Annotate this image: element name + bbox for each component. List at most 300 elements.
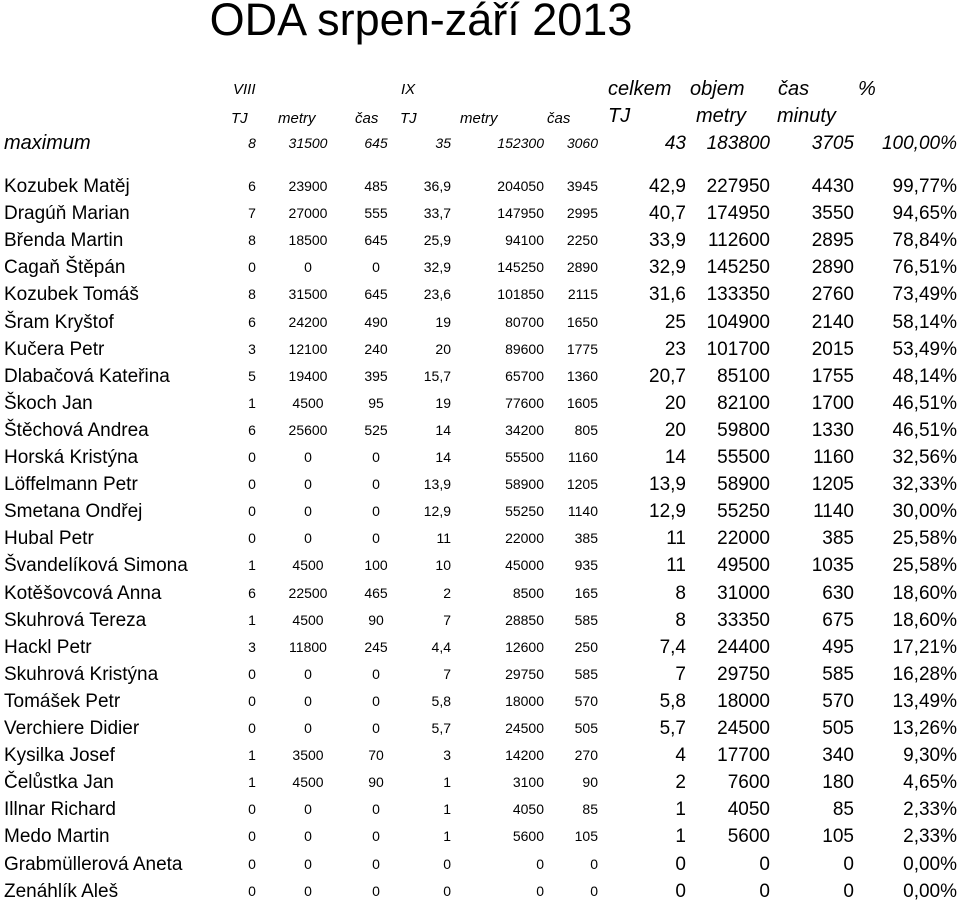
cell-percent: 78,84% [892, 230, 957, 252]
cell-tj-ix: 36,9 [423, 178, 451, 194]
cell-cas-viii: 0 [372, 503, 380, 520]
cell-tj-total: 7,4 [659, 636, 686, 658]
cell-metry-ix: 55500 [505, 449, 544, 465]
cell-percent: 100,00% [881, 133, 957, 154]
cell-cas-ix: 505 [574, 720, 598, 736]
cell-cas-viii: 490 [364, 313, 388, 330]
cell-tj-ix: 2 [443, 584, 451, 601]
cell-minuty-total: 1160 [813, 447, 854, 468]
cell-tj-viii: 7 [248, 205, 256, 222]
cell-percent: 2,33% [903, 799, 957, 821]
cell-minuty-total: 0 [843, 853, 854, 875]
cell-minuty-total: 675 [822, 609, 854, 631]
cell-metry-viii: 0 [304, 855, 312, 872]
cell-name: Štěchová Andrea [4, 419, 149, 441]
cell-metry-total: 33350 [717, 609, 770, 631]
cell-tj-viii: 6 [248, 313, 256, 330]
table-row [0, 363, 960, 390]
header-cas: čas [778, 78, 810, 100]
cell-metry-total: 24500 [717, 718, 770, 739]
cell-tj-ix: 33,7 [423, 205, 451, 222]
cell-metry-viii: 31500 [288, 286, 328, 303]
cell-minuty-total: 495 [822, 636, 854, 658]
cell-cas-ix: 1360 [566, 367, 598, 384]
cell-cas-ix: 1650 [566, 313, 598, 330]
cell-cas-ix: 805 [574, 421, 598, 438]
cell-cas-viii: 645 [364, 135, 388, 151]
table-row [0, 173, 960, 200]
cell-tj-total: 32,9 [649, 257, 686, 279]
cell-tj-total: 11 [666, 528, 686, 550]
cell-cas-ix: 1140 [567, 503, 598, 520]
cell-tj-ix: 1 [443, 774, 451, 791]
cell-tj-viii: 0 [248, 449, 256, 465]
cell-name: Smetana Ondřej [4, 501, 143, 523]
cell-minuty-total: 180 [822, 772, 854, 794]
cell-percent: 99,77% [892, 176, 957, 197]
cell-percent: 2,33% [903, 826, 957, 848]
cell-minuty-total: 2895 [811, 230, 854, 252]
cell-name: Cagaň Štěpán [4, 257, 126, 279]
cell-percent: 0,00% [903, 880, 957, 902]
cell-cas-ix: 250 [574, 638, 598, 655]
cell-metry-viii: 0 [304, 882, 312, 899]
header-percent: % [858, 78, 876, 100]
cell-minuty-total: 2760 [811, 284, 854, 306]
cell-tj-viii: 6 [248, 178, 256, 194]
header-cas-ix: čas [547, 110, 571, 127]
cell-tj-ix: 0 [443, 882, 451, 899]
cell-name: Kozubek Tomáš [4, 284, 139, 306]
cell-tj-total: 4 [675, 745, 686, 767]
header-metry-total: metry [696, 105, 746, 127]
header-tj-ix: TJ [400, 110, 417, 127]
cell-metry-viii: 4500 [292, 557, 324, 574]
cell-metry-viii: 0 [304, 476, 312, 493]
cell-metry-viii: 0 [304, 530, 312, 547]
cell-tj-total: 43 [664, 133, 686, 154]
cell-metry-total: 183800 [706, 133, 770, 154]
cell-percent: 25,58% [892, 528, 957, 550]
cell-percent: 76,51% [892, 257, 957, 279]
cell-tj-viii: 1 [248, 557, 256, 574]
cell-name: Švandelíková Simona [4, 555, 188, 577]
cell-metry-viii: 31500 [288, 135, 328, 151]
cell-tj-ix: 5,8 [431, 692, 451, 709]
cell-percent: 30,00% [892, 501, 957, 523]
cell-tj-total: 25 [664, 311, 686, 333]
cell-metry-total: 227950 [706, 176, 770, 197]
cell-cas-viii: 0 [372, 828, 380, 845]
cell-tj-viii: 0 [248, 882, 256, 899]
cell-tj-ix: 12,9 [423, 503, 451, 520]
cell-percent: 94,65% [892, 203, 957, 225]
header-metry-viii: metry [278, 110, 316, 127]
cell-metry-ix: 55250 [505, 503, 544, 520]
cell-minuty-total: 1755 [811, 365, 854, 387]
cell-percent: 32,56% [892, 447, 957, 468]
cell-tj-total: 20 [664, 419, 686, 441]
cell-metry-total: 17700 [717, 745, 770, 767]
cell-metry-viii: 0 [304, 720, 312, 736]
cell-tj-viii: 3 [248, 638, 256, 655]
cell-cas-viii: 0 [372, 801, 380, 818]
cell-cas-viii: 240 [364, 340, 388, 357]
cell-tj-total: 23 [664, 338, 686, 360]
cell-cas-viii: 555 [364, 205, 388, 222]
cell-percent: 46,51% [892, 392, 957, 414]
cell-metry-total: 29750 [717, 663, 770, 685]
cell-tj-viii: 0 [248, 503, 256, 520]
cell-cas-ix: 570 [574, 692, 598, 709]
cell-metry-viii: 0 [304, 259, 312, 276]
cell-tj-viii: 6 [248, 421, 256, 438]
table-row [0, 796, 960, 823]
cell-name: Skuhrová Kristýna [4, 663, 159, 685]
cell-minuty-total: 2140 [811, 311, 854, 333]
cell-tj-viii: 0 [248, 476, 256, 493]
cell-metry-viii: 25600 [288, 421, 328, 438]
cell-metry-total: 55250 [717, 501, 770, 523]
cell-tj-ix: 15,7 [423, 367, 451, 384]
cell-cas-viii: 485 [364, 178, 388, 194]
cell-metry-total: 59800 [717, 419, 770, 441]
cell-percent: 4,65% [903, 772, 957, 794]
cell-minuty-total: 1205 [811, 474, 854, 496]
cell-metry-ix: 204050 [497, 178, 544, 194]
cell-minuty-total: 340 [822, 745, 854, 767]
cell-tj-viii: 1 [248, 394, 256, 411]
cell-cas-ix: 105 [574, 828, 598, 845]
cell-metry-ix: 152300 [497, 135, 544, 151]
cell-metry-ix: 101850 [497, 286, 544, 303]
cell-percent: 13,26% [892, 718, 957, 739]
table-row [0, 309, 960, 336]
cell-metry-viii: 22500 [288, 584, 328, 601]
table-row [0, 769, 960, 796]
cell-percent: 18,60% [892, 582, 957, 604]
cell-tj-viii: 0 [248, 801, 256, 818]
cell-cas-ix: 2115 [567, 286, 598, 303]
cell-name: Škoch Jan [4, 392, 93, 414]
cell-cas-viii: 465 [364, 584, 388, 601]
cell-percent: 73,49% [892, 284, 957, 306]
cell-tj-total: 5,8 [659, 690, 686, 712]
cell-metry-total: 85100 [717, 365, 770, 387]
cell-tj-ix: 11 [436, 530, 451, 547]
cell-tj-ix: 23,6 [423, 286, 451, 303]
cell-tj-ix: 32,9 [423, 259, 451, 276]
cell-percent: 25,58% [892, 555, 957, 577]
cell-tj-total: 40,7 [649, 203, 686, 225]
cell-name: Šram Kryštof [4, 311, 114, 333]
table-row [0, 878, 960, 905]
cell-metry-ix: 24500 [505, 720, 544, 736]
cell-tj-total: 12,9 [649, 501, 686, 523]
cell-cas-ix: 2995 [566, 205, 598, 222]
cell-minuty-total: 3705 [811, 133, 854, 154]
cell-tj-ix: 19 [435, 394, 451, 411]
cell-metry-ix: 45000 [505, 557, 544, 574]
cell-tj-ix: 19 [435, 313, 451, 330]
cell-cas-viii: 245 [364, 638, 388, 655]
cell-tj-total: 8 [675, 582, 686, 604]
cell-metry-ix: 4050 [512, 801, 544, 818]
cell-metry-viii: 3500 [292, 747, 324, 764]
cell-cas-ix: 585 [574, 611, 598, 628]
cell-percent: 48,14% [892, 365, 957, 387]
table-row [0, 200, 960, 227]
cell-name: Verchiere Didier [4, 718, 140, 739]
table-row [0, 390, 960, 417]
cell-cas-viii: 0 [372, 882, 380, 899]
cell-minuty-total: 0 [843, 880, 854, 902]
cell-metry-ix: 147950 [497, 205, 544, 222]
cell-name: Löffelmann Petr [4, 474, 138, 496]
cell-metry-viii: 24200 [288, 313, 328, 330]
table-row [0, 254, 960, 281]
cell-metry-viii: 4500 [292, 774, 324, 791]
cell-cas-viii: 395 [364, 367, 388, 384]
cell-minuty-total: 1140 [813, 501, 854, 523]
cell-tj-total: 5,7 [659, 718, 686, 739]
cell-tj-ix: 4,4 [431, 638, 451, 655]
cell-cas-ix: 165 [574, 584, 598, 601]
cell-metry-total: 22000 [717, 528, 770, 550]
cell-metry-viii: 0 [304, 801, 312, 818]
cell-metry-viii: 12100 [288, 340, 328, 357]
cell-metry-total: 55500 [717, 447, 770, 468]
cell-name: maximum [4, 132, 91, 154]
cell-tj-total: 13,9 [649, 474, 686, 496]
cell-tj-viii: 0 [248, 259, 256, 276]
table-row [0, 498, 960, 525]
cell-tj-total: 33,9 [649, 230, 686, 252]
table-row [0, 444, 960, 471]
cell-name: Kozubek Matěj [4, 176, 130, 197]
cell-tj-viii: 1 [248, 611, 256, 628]
cell-tj-total: 2 [675, 772, 686, 794]
cell-name: Horská Kristýna [4, 447, 139, 468]
cell-metry-total: 133350 [706, 284, 770, 306]
cell-tj-viii: 1 [248, 774, 256, 791]
cell-cas-viii: 0 [372, 476, 380, 493]
maximum-row [0, 130, 960, 157]
cell-cas-viii: 0 [372, 530, 380, 547]
cell-metry-viii: 18500 [288, 232, 328, 249]
cell-metry-ix: 89600 [505, 340, 544, 357]
cell-percent: 9,30% [903, 745, 957, 767]
cell-name: Skuhrová Tereza [4, 609, 147, 631]
cell-metry-total: 4050 [727, 799, 770, 821]
table-row [0, 634, 960, 661]
cell-metry-ix: 12600 [505, 638, 544, 655]
cell-cas-viii: 100 [364, 557, 388, 574]
cell-minuty-total: 3550 [811, 203, 854, 225]
cell-cas-viii: 70 [368, 747, 384, 764]
cell-tj-viii: 0 [248, 530, 256, 547]
cell-cas-viii: 90 [368, 611, 384, 628]
cell-metry-total: 174950 [706, 203, 770, 225]
cell-tj-total: 0 [675, 880, 686, 902]
cell-cas-viii: 0 [372, 665, 380, 682]
cell-name: Hubal Petr [4, 528, 94, 550]
cell-cas-viii: 645 [364, 232, 388, 249]
cell-tj-viii: 1 [248, 747, 256, 764]
cell-tj-total: 20 [664, 392, 686, 414]
cell-tj-viii: 8 [248, 286, 256, 303]
cell-cas-viii: 0 [372, 692, 380, 709]
header-metry-ix: metry [460, 110, 498, 127]
cell-cas-ix: 935 [574, 557, 598, 574]
cell-name: Dlabačová Kateřina [4, 365, 170, 387]
cell-metry-ix: 65700 [505, 367, 544, 384]
cell-tj-viii: 3 [248, 340, 256, 357]
table-row [0, 417, 960, 444]
cell-tj-total: 20,7 [649, 365, 686, 387]
cell-cas-viii: 645 [364, 286, 388, 303]
cell-tj-total: 7 [675, 663, 686, 685]
cell-metry-ix: 28850 [505, 611, 544, 628]
cell-name: Hackl Petr [4, 636, 92, 658]
header-ix: IX [401, 81, 416, 98]
cell-cas-ix: 1205 [566, 476, 598, 493]
cell-minuty-total: 385 [822, 528, 854, 550]
cell-metry-viii: 27000 [288, 205, 328, 222]
cell-minuty-total: 1035 [811, 555, 854, 577]
cell-name: Kučera Petr [4, 338, 105, 360]
cell-metry-total: 18000 [717, 690, 770, 712]
cell-metry-viii: 11800 [289, 638, 327, 655]
cell-cas-viii: 0 [372, 259, 380, 276]
cell-cas-ix: 1160 [567, 449, 598, 465]
cell-metry-ix: 80700 [505, 313, 544, 330]
table-row [0, 227, 960, 254]
cell-minuty-total: 570 [822, 690, 854, 712]
cell-cas-ix: 2250 [566, 232, 598, 249]
cell-metry-total: 82100 [717, 392, 770, 414]
cell-metry-ix: 34200 [505, 421, 544, 438]
cell-metry-ix: 58900 [505, 476, 544, 493]
cell-metry-ix: 8500 [512, 584, 544, 601]
cell-tj-total: 11 [666, 555, 686, 577]
cell-cas-ix: 1775 [566, 340, 598, 357]
cell-percent: 0,00% [903, 853, 957, 875]
cell-percent: 46,51% [892, 419, 957, 441]
cell-metry-total: 145250 [706, 257, 770, 279]
cell-tj-ix: 14 [435, 449, 451, 465]
cell-tj-viii: 0 [248, 692, 256, 709]
cell-minuty-total: 2015 [811, 338, 854, 360]
table-row [0, 607, 960, 634]
cell-minuty-total: 85 [832, 799, 854, 821]
cell-name: Dragúň Marian [4, 203, 130, 225]
cell-percent: 16,28% [892, 663, 957, 685]
cell-name: Medo Martin [4, 826, 110, 848]
cell-minuty-total: 1700 [811, 392, 854, 414]
table-row [0, 742, 960, 769]
table-row [0, 552, 960, 579]
cell-tj-ix: 7 [443, 611, 451, 628]
cell-cas-viii: 90 [368, 774, 384, 791]
cell-metry-ix: 145250 [497, 259, 544, 276]
cell-minuty-total: 1330 [811, 419, 854, 441]
cell-cas-viii: 0 [372, 855, 380, 872]
cell-tj-ix: 13,9 [423, 476, 451, 493]
table-row [0, 823, 960, 850]
cell-tj-viii: 0 [248, 665, 256, 682]
cell-cas-ix: 385 [574, 530, 598, 547]
cell-metry-total: 31000 [717, 582, 770, 604]
cell-metry-total: 112600 [708, 230, 770, 252]
cell-cas-ix: 0 [590, 882, 598, 899]
cell-cas-viii: 0 [372, 449, 380, 465]
cell-metry-ix: 3100 [512, 774, 544, 791]
cell-name: Kysilka Josef [4, 745, 115, 767]
header-tj-viii: TJ [231, 110, 248, 127]
cell-tj-ix: 14 [435, 421, 451, 438]
cell-cas-viii: 525 [364, 421, 388, 438]
cell-tj-ix: 35 [435, 135, 451, 151]
cell-metry-ix: 29750 [505, 665, 544, 682]
table-row [0, 471, 960, 498]
cell-name: Tomášek Petr [4, 690, 121, 712]
cell-metry-viii: 0 [304, 665, 312, 682]
cell-metry-total: 49500 [717, 555, 770, 577]
cell-metry-viii: 19400 [288, 367, 328, 384]
cell-minuty-total: 105 [822, 826, 854, 848]
cell-tj-ix: 1 [443, 801, 451, 818]
cell-tj-viii: 0 [248, 828, 256, 845]
cell-metry-viii: 4500 [292, 611, 324, 628]
cell-metry-viii: 0 [304, 449, 312, 465]
cell-tj-ix: 3 [443, 747, 451, 764]
cell-percent: 53,49% [892, 338, 957, 360]
cell-metry-viii: 0 [304, 828, 312, 845]
cell-percent: 58,14% [892, 311, 957, 333]
cell-cas-viii: 95 [368, 394, 384, 411]
cell-tj-ix: 20 [435, 340, 451, 357]
header-celkem: celkem [608, 78, 672, 100]
cell-tj-viii: 0 [248, 855, 256, 872]
cell-metry-total: 101700 [706, 338, 770, 360]
cell-minuty-total: 4430 [811, 176, 854, 197]
header-minuty: minuty [777, 105, 836, 127]
cell-cas-ix: 1605 [566, 394, 598, 411]
cell-metry-total: 7600 [727, 772, 770, 794]
cell-metry-ix: 14200 [505, 747, 544, 764]
cell-name: Zenáhlík Aleš [4, 880, 119, 902]
cell-tj-total: 8 [675, 609, 686, 631]
cell-metry-ix: 22000 [505, 530, 544, 547]
cell-tj-viii: 8 [248, 232, 256, 249]
cell-tj-ix: 10 [435, 557, 451, 574]
cell-minuty-total: 585 [822, 663, 854, 685]
page-title: ODA srpen-září 2013 [209, 0, 633, 45]
cell-name: Grabmüllerová Aneta [4, 853, 183, 875]
cell-metry-viii: 0 [304, 503, 312, 520]
cell-metry-total: 0 [759, 853, 770, 875]
cell-tj-ix: 25,9 [423, 232, 451, 249]
cell-tj-total: 31,6 [649, 284, 686, 306]
table-row [0, 851, 960, 878]
cell-tj-total: 42,9 [649, 176, 686, 197]
cell-metry-total: 5600 [727, 826, 770, 848]
header-cas-viii: čas [355, 110, 379, 127]
cell-metry-ix: 94100 [505, 232, 544, 249]
cell-minuty-total: 505 [822, 718, 854, 739]
cell-tj-total: 1 [675, 799, 686, 821]
